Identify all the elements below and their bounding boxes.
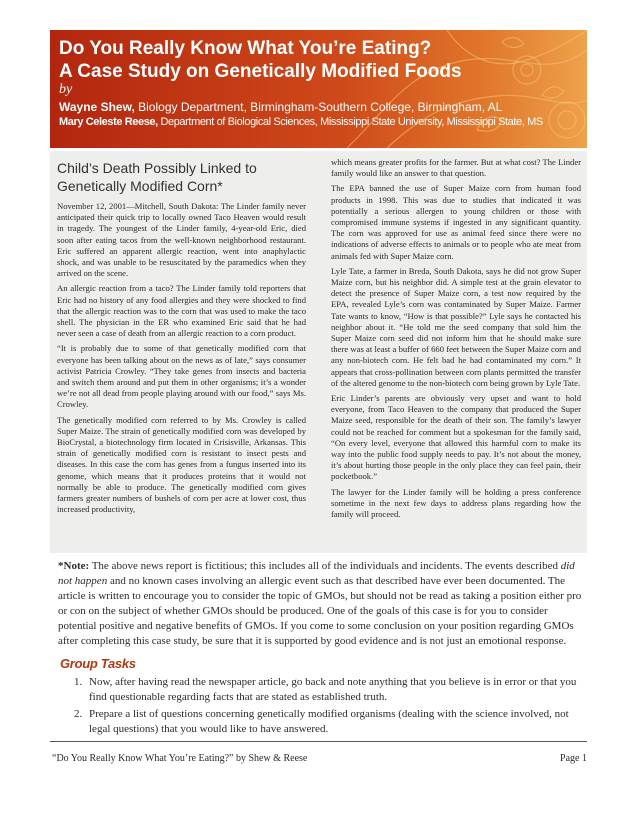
title-line-2: A Case Study on Genetically Modified Foods (59, 61, 462, 82)
article-left-column (57, 157, 306, 519)
article-headline: Child’s Death Possibly Linked to Genetically Modified Corn* (57, 160, 257, 194)
list-item-text: Now, after having read the newspaper article, go back and note anything that you believe is in error or that you find questionable regarding facts that are stated as established truth. (89, 676, 577, 703)
group-tasks-list (70, 675, 586, 739)
disclaimer-note (58, 559, 586, 649)
article-paragraph: The lawyer for the Linder family will be holding a press conference sometime in the next few days to address plans regarding how the family will proceed. (331, 486, 581, 520)
article-paragraph: The genetically modified corn referred to by Ms. Crowley is called Super Maize. The strain of genetically modified corn was developed by BioCrystal, a biotechnology firm located in Crisisville, Arkansas. This strain of genetically modified corn is resistant to insect pests and diseases. In this case the corn has genes from a fungus inserted into its genome, which means that it produces proteins that it would not normally be able to produce. The genetically modified corn gives farmers greater numbers of bushels of corn per acre at lower cost, thus increased productivity, (57, 414, 306, 515)
article-paragraph: “It is probably due to some of that genetically modified corn that everyone has been talking about on the news as of late,” says consumer activist Patricia Crowley. “They take genes from insects and bacteria and switch them around and put them in other organisms; it’s a wonder we’re not all dead from people playing around with our food,” says Ms. Crowley. (57, 343, 306, 410)
note-label: *Note: (58, 560, 90, 572)
author-2 (59, 116, 543, 128)
note-text-1: The above news report is fictitious; this includes all of the individuals and incidents. The events described (89, 560, 561, 572)
footer-citation: “Do You Really Know What You’re Eating?” by Shew & Reese (52, 753, 308, 764)
article-paragraph: Lyle Tate, a farmer in Breda, South Dakota, says he did not grow Super Maize corn, but his neighbor did. A simple test at the grain elevator to detect the presence of Super Maize corn, a test now required by the EPA, revealed Lyle’s corn was contaminated by Super Maize. Farmer Tate wants to know, “How is that possible?” Lyle says he contacted his neighbor about it. “He told me the seed company that sold him the Super Maize corn seed did not inform him that he should make sure there was at least a buffer of 660 feet between the Super Maize corn and any non-biotech corn. He felt bad he had contaminated my corn.” It appears that cross-pollination between corn plants permitted the transfer of the altered genome to the non-biotech corn being grown by Lyle Tate. (331, 265, 581, 388)
article-paragraph: which means greater profits for the farmer. But at what cost? The Linder family would like an answer to that question. (331, 157, 581, 179)
list-item-text: Prepare a list of questions concerning genetically modified organisms (dealing with the science involved, not legal questions) that you would like to have answered. (89, 708, 569, 735)
footer-divider (50, 741, 587, 742)
article-paragraph: The EPA banned the use of Super Maize corn from human food products in 1998. This was due to studies that indicated it was potentially a serious allergen to young children or those with compromised immune systems if ingested in any significant quantity. The corn was approved for use as animal feed since there were no indications of adverse effects to animals or to people who ate meat from animals fed with Super Maize corn. (331, 183, 581, 261)
news-article-box (50, 151, 587, 553)
group-tasks-heading: Group Tasks (60, 656, 136, 671)
list-item-number: 1. (74, 676, 83, 688)
note-emphasis: did not happen (58, 560, 575, 587)
author-1 (59, 100, 502, 114)
list-item-number: 2. (74, 708, 83, 720)
author-2-affiliation: Department of Biological Sciences, Mississippi State University, Mississippi State, MS (157, 116, 543, 128)
author-1-name: Wayne Shew, (59, 100, 135, 114)
title-line-1: Do You Really Know What You’re Eating? (59, 38, 432, 59)
note-text-2: and no known cases involving an allergic event such as that described have ever been documented. The article is written to encourage you to consider the topic of GMOs, but should not be read as taking a position either pro or con on the subject of whether GMOs should be produced. One of the goals of this case is for you to consider potential positive and negative benefits of GMOs. If you come to some conclusion on your position regarding GMOs after completing this case study, be sure that it is supported by good evidence and is not just an emotional response. (58, 575, 582, 647)
article-paragraph: Eric Linder’s parents are obviously very upset and want to hold everyone, from Taco Heaven to the company that produced the Super Maize seed, responsible for the death of their son. The family’s lawyer could not be reached for comment but a spokesman for the family said, “On every level, everyone that allowed this harmful corn to make its way into the public food supply needs to pay. It’s not about the money, it’s about hurting those people in the only place they can feel pain, their pocketbook.” (331, 393, 581, 482)
byline-by: by (59, 82, 73, 97)
title-banner (50, 30, 587, 148)
author-2-name: Mary Celeste Reese, (59, 116, 158, 128)
list-item (70, 707, 586, 737)
list-item (70, 675, 586, 705)
article-right-column (331, 157, 581, 524)
article-paragraph: An allergic reaction from a taco? The Linder family told reporters that Eric had no history of any food allergies and they were shocked to find that the allergic reaction was to the corn that was used to make the taco shell. The physician in the ER who examined Eric said that he had never seen a case of death from an allergic reaction to a corn product. (57, 283, 306, 339)
article-paragraph: November 12, 2001—Mitchell, South Dakota: The Linder family never anticipated their quick trip to locally owned Taco Heaven would result in tragedy. The youngest of the Linder family, 4-year-old Eric, died soon after eating tacos from the well-known neighborhood restaurant. Eric suffered an apparent allergic reaction, went into anaphylactic shock, and was unable to be resuscitated by the paramedics when they arrived on the scene. (57, 201, 306, 279)
author-1-affiliation: Biology Department, Birmingham-Southern College, Birmingham, AL (134, 100, 503, 114)
page-number: Page 1 (560, 753, 587, 764)
